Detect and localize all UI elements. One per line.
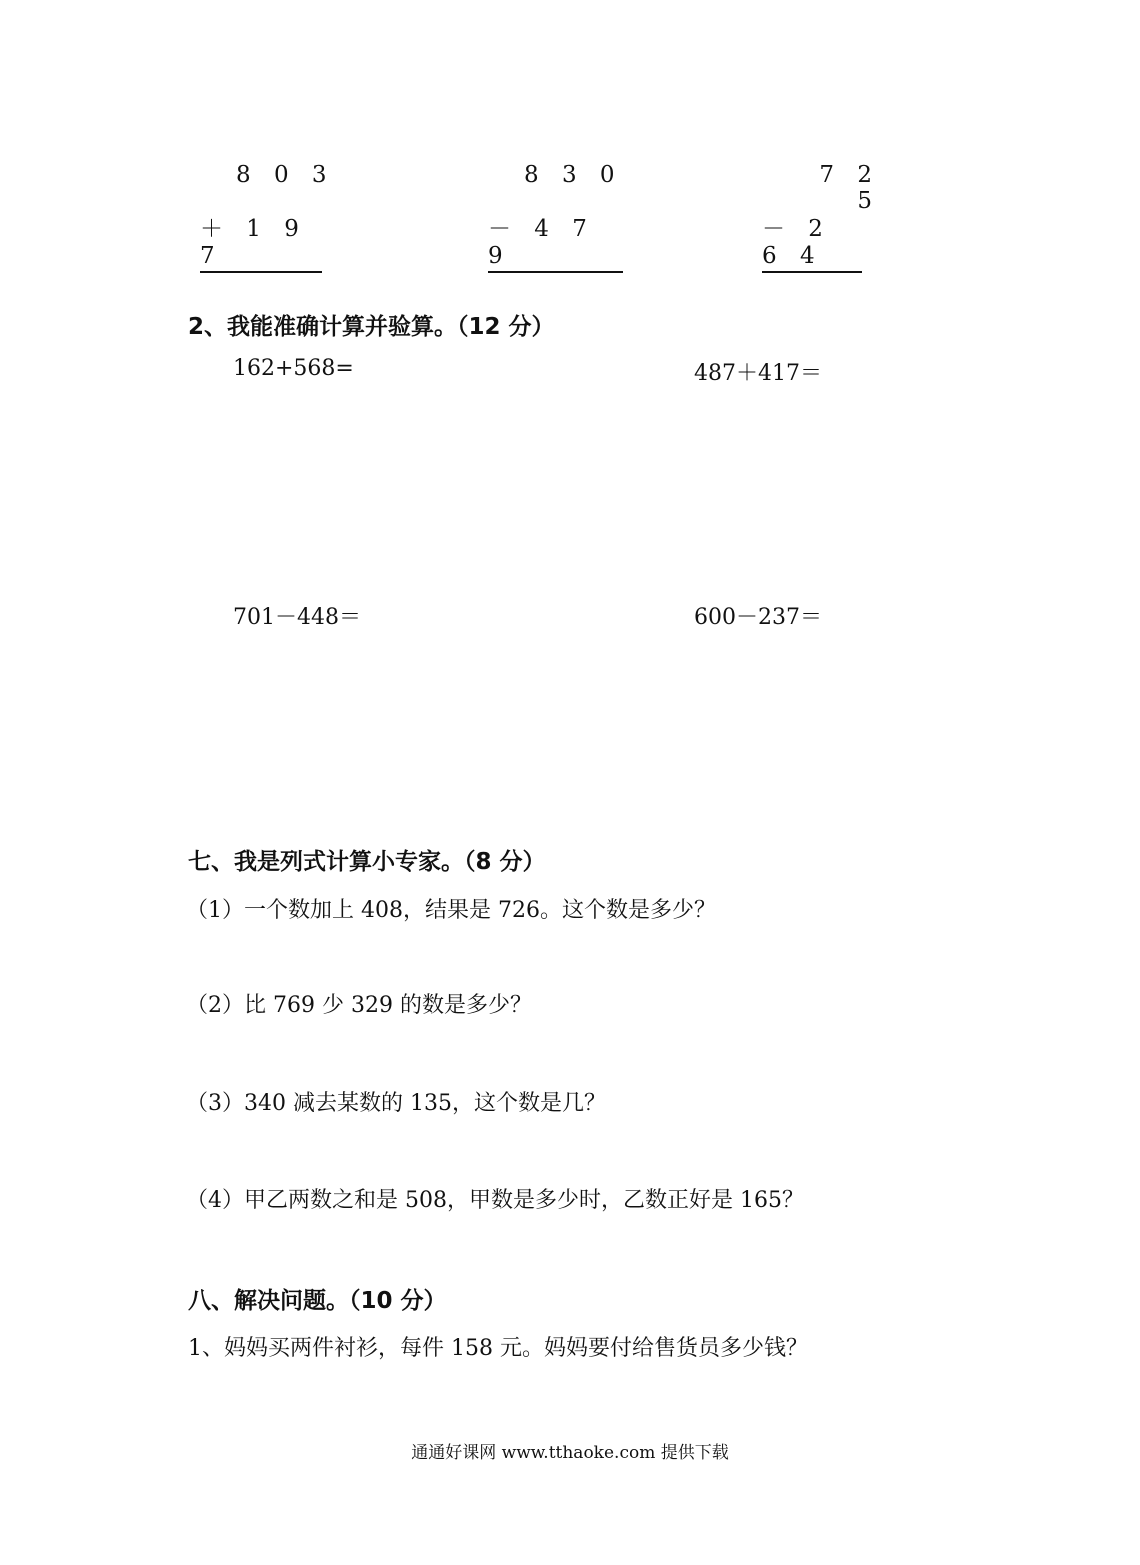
vertical-problem-bottom: － 4 7 9: [488, 210, 623, 273]
vertical-problem-1: [196, 160, 336, 269]
question-7-2: （2）比 769 少 329 的数是多少？: [186, 993, 532, 1018]
vertical-problem-top: 8 3 0: [524, 162, 623, 188]
expression-3: 701－448＝: [233, 605, 361, 630]
vertical-problem-bottom: ＋ 1 9 7: [200, 210, 322, 273]
question-8-1: 1、妈妈买两件衬衫，每件 158 元。妈妈要付给售货员多少钱？: [188, 1336, 808, 1361]
expression-1: 162+568=: [233, 356, 354, 381]
expression-4: 600－237＝: [694, 605, 822, 630]
question-7-3: （3）340 减去某数的 135，这个数是几？: [186, 1091, 606, 1116]
vertical-problem-2: [484, 160, 634, 269]
vertical-problem-top: 8 0 3: [236, 162, 335, 188]
section-7-title: 七、我是列式计算小专家。（8 分）: [188, 849, 546, 875]
expression-2: 487＋417＝: [694, 361, 822, 386]
vertical-problem-top: 7 2 5: [819, 162, 880, 214]
question-7-1: （1）一个数加上 408，结果是 726。这个数是多少？: [186, 898, 716, 923]
section-2-title: 2、我能准确计算并验算。（12 分）: [188, 314, 555, 340]
question-7-4: （4）甲乙两数之和是 508，甲数是多少时，乙数正好是 165？: [186, 1188, 804, 1213]
vertical-problem-bottom: － 2 6 4: [762, 210, 862, 273]
section-8-title: 八、解决问题。（10 分）: [188, 1288, 447, 1314]
vertical-problem-3: [760, 160, 880, 269]
footer-credit: 通通好课网 www.tthaoke.com 提供下载: [411, 1443, 729, 1463]
